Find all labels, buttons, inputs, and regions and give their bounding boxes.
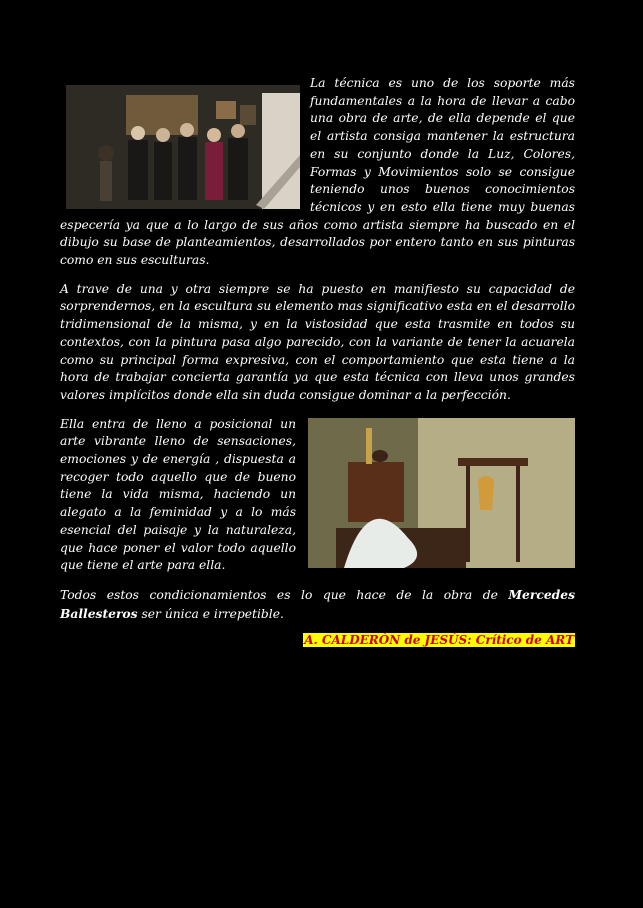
author-caption [60,632,575,650]
paragraph-4 [60,586,575,623]
paragraph-2: A trave de una y otra siempre se ha puesto en manifiesto su capacidad de sorprendernos, en la escultura su elemento mas significativo esta en el desarrollo tridimensional de la misma, y en la vistosidad que esta trasmite en todos su contextos, con la pintura pasa algo parecido, con la variante de tener la acuarela como su principal forma expresiva, con el comportamiento que esta tiene a la hora de trabajar concierta garantía ya que esta técnica con lleva unos grandes valores implícitos donde ella sin duda consigue dominar a la perfección. [60,281,575,402]
article [60,75,575,650]
p4-text-before: Todos estos condicionamientos es lo que hace de la obra de [60,587,509,602]
paragraph-3: Ella entra de lleno a posicional un arte vibrante lleno de sensaciones, emociones y de energía , dispuesta a recoger todo aquello que de bueno tiene la vida misma, haciendo un alegato a la feminidad y a lo más esencial del paisaje y la naturaleza, que hace poner el valor todo aquello que tiene el arte para ella. [60,416,296,573]
paragraph-1: La técnica es uno de los soporte más fundamentales a la hora de llevar a cabo una obra de arte, de ella depende el que el artista consiga mantener la estructura en su conjunto donde la Luz, Colores, Formas y Movimientos solo se consigue teniendo unos buenos conocimientos técnicos y en esto ella tiene muy buenas especería ya que a lo largo de sus años como artista siempre ha buscado en el dibujo su base de planteamientos, desarrollados por entero tanto en sus pinturas como en sus esculturas. [60,76,575,268]
group-photo [66,85,300,209]
p4-text-after: ser única e irrepetible. [137,606,284,621]
author-caption-text: A. CALDERÓN de JESÚS: Crítico de ART [304,633,574,648]
artist-name: Mercedes Ballesteros [60,586,575,621]
painting-photo [308,418,575,568]
